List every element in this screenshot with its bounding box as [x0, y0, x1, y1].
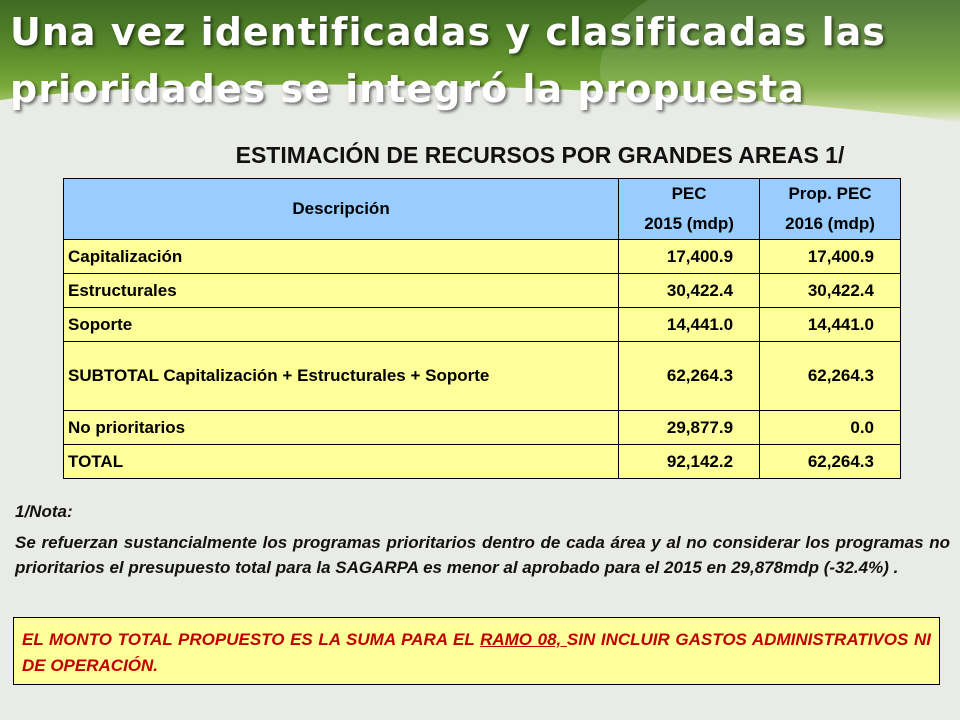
header-descripcion: Descripción	[64, 179, 619, 240]
note-body: Se refuerzan sustancialmente los programas prioritarios dentro de cada área y al no considerar los programas no prioritarios el presupuesto total para la SAGARPA es menor al aprobado para el 2015 en 29,878mdp (-32.4%) .	[15, 533, 950, 577]
row-pec-2015: 92,142.2	[619, 445, 760, 479]
header-prop-line1: Prop. PEC	[788, 184, 872, 203]
row-prop-2016: 62,264.3	[760, 445, 901, 479]
header-prop-line2: 2016 (mdp)	[785, 214, 875, 233]
row-pec-2015: 29,877.9	[619, 411, 760, 445]
table-row-capitalizacion	[64, 240, 901, 274]
row-label: TOTAL	[64, 445, 619, 479]
table-row-no-prioritarios	[64, 411, 901, 445]
callout-part1: EL MONTO TOTAL PROPUESTO ES LA SUMA PARA EL	[22, 630, 481, 649]
table-row-estructurales	[64, 274, 901, 308]
row-label: Soporte	[64, 308, 619, 342]
row-pec-2015: 17,400.9	[619, 240, 760, 274]
note-heading: 1/Nota:	[15, 502, 73, 521]
header-pec-line1: PEC	[671, 184, 707, 203]
row-prop-2016: 14,441.0	[760, 308, 901, 342]
table-header-row	[64, 179, 901, 240]
resources-table	[63, 178, 901, 479]
table-row-soporte	[64, 308, 901, 342]
row-prop-2016: 17,400.9	[760, 240, 901, 274]
table-row-subtotal	[64, 342, 901, 411]
slide-title: Una vez identificadas y clasificadas las prioridades se integró la propuesta	[10, 10, 886, 111]
header-pec-line2: 2015 (mdp)	[644, 214, 734, 233]
table-title: ESTIMACIÓN DE RECURSOS POR GRANDES AREAS 1/	[235, 142, 845, 168]
row-label: SUBTOTAL Capitalización + Estructurales + Soporte	[64, 342, 619, 411]
header-pec-2015	[619, 179, 760, 240]
row-pec-2015: 30,422.4	[619, 274, 760, 308]
table-row-total	[64, 445, 901, 479]
row-prop-2016: 0.0	[760, 411, 901, 445]
row-label: No prioritarios	[64, 411, 619, 445]
row-label: Estructurales	[64, 274, 619, 308]
callout-text	[22, 627, 931, 679]
row-pec-2015: 62,264.3	[619, 342, 760, 411]
header-prop-pec-2016	[760, 179, 901, 240]
callout-part2: SIN INCLUIR GASTOS ADMINISTRATIVOS NI DE OPERACIÓN.	[22, 630, 931, 675]
callout-box	[13, 617, 940, 685]
row-pec-2015: 14,441.0	[619, 308, 760, 342]
row-prop-2016: 30,422.4	[760, 274, 901, 308]
row-label: Capitalización	[64, 240, 619, 274]
row-prop-2016: 62,264.3	[760, 342, 901, 411]
callout-underlined: RAMO 08,	[480, 630, 567, 649]
